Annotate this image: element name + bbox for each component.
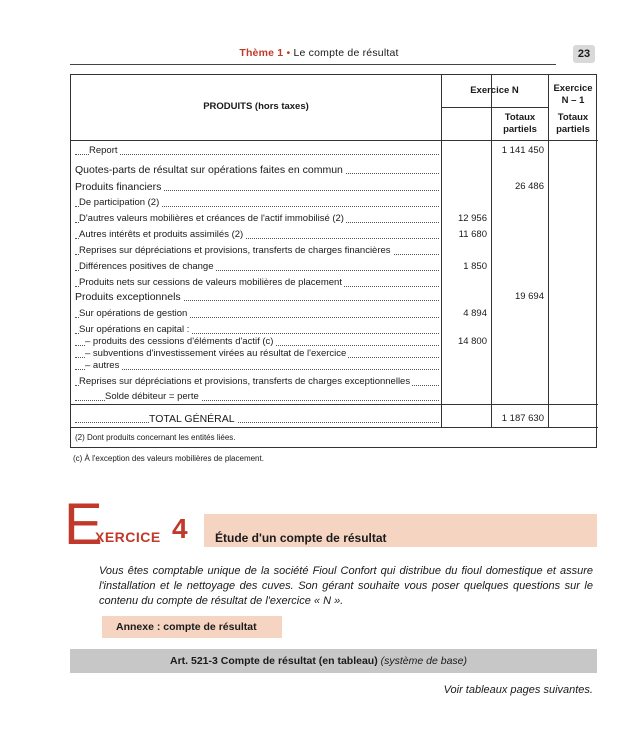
table-row <box>75 229 439 241</box>
row-value-total: 1 187 630 <box>501 413 544 424</box>
header-exercice-n: Exercice N <box>470 85 519 96</box>
row-value-n: 14 800 <box>457 336 487 347</box>
table-row <box>75 324 439 336</box>
row-label: De participation (2) <box>79 197 160 208</box>
row-value-n: 4 894 <box>463 308 487 319</box>
article-title <box>170 649 467 673</box>
row-label: – produits des cessions d'éléments d'actif (c) <box>85 336 274 347</box>
annexe-label: Annexe : compte de résultat <box>102 616 282 638</box>
exercise-word: XERCICE <box>95 529 161 545</box>
income-statement-table <box>70 74 597 448</box>
page-header <box>0 47 638 59</box>
row-label: Autres intérêts et produits assimilés (2) <box>79 229 244 240</box>
table-row <box>75 348 439 360</box>
table-row <box>75 213 439 225</box>
row-label: – autres <box>85 360 120 371</box>
table-row <box>75 308 439 320</box>
article-label: Art. 521-3 Compte de résultat (en tableau) <box>170 655 378 667</box>
article-suffix: (système de base) <box>380 655 468 667</box>
row-divider <box>71 140 598 141</box>
exercise-number: 4 <box>172 513 188 544</box>
row-value-n: 1 850 <box>463 261 487 272</box>
table-row <box>75 376 439 388</box>
table-row <box>75 336 439 348</box>
header-rule <box>70 64 556 65</box>
header-products: PRODUITS (hors taxes) <box>203 101 309 112</box>
table-row <box>75 277 439 289</box>
header-totaux-partiels-n1: Totaux partiels <box>556 112 590 135</box>
row-value-total: 1 141 450 <box>501 145 544 156</box>
header-theme: Thème 1 <box>239 47 284 59</box>
footnote-2: (2) Dont produits concernant les entités liées. <box>75 433 236 442</box>
row-divider <box>441 107 548 108</box>
row-label: Reprises sur dépréciations et provisions, transferts de charges exceptionnelles <box>79 376 411 387</box>
header-bullet: • <box>286 47 291 59</box>
table-row <box>75 245 439 257</box>
leader-dots <box>75 413 439 423</box>
col-divider <box>441 75 442 427</box>
row-label: Produits nets sur cessions de valeurs mobilières de placement <box>79 277 342 288</box>
header-exercice-n1: Exercice N – 1 <box>553 83 593 106</box>
row-divider <box>71 427 598 428</box>
row-label: Différences positives de change <box>79 261 214 272</box>
table-row <box>75 291 439 303</box>
row-label: TOTAL GÉNÉRAL <box>149 413 235 425</box>
row-label: Solde débiteur = perte <box>105 391 199 402</box>
row-label: Quotes-parts de résultat sur opérations faites en commun <box>75 164 343 176</box>
footer-note: Voir tableaux pages suivantes. <box>443 684 593 696</box>
exercise-big-letter: E <box>64 492 103 557</box>
row-divider <box>71 404 598 405</box>
row-value-n: 12 956 <box>457 213 487 224</box>
table-row <box>75 261 439 273</box>
row-label: – subventions d'investissement virées au résultat de l'exercice <box>85 348 347 359</box>
row-value-n: 11 680 <box>458 229 487 240</box>
exercise-title: Étude d'un compte de résultat <box>215 531 387 545</box>
header-title: Le compte de résultat <box>293 47 399 59</box>
row-label: D'autres valeurs mobilières et créances de l'actif immobilisé (2) <box>79 213 344 224</box>
footnote-c: (c) À l'exception des valeurs mobilières de placement. <box>73 454 264 463</box>
header-totaux-partiels: Totaux partiels <box>503 112 537 135</box>
row-label: Reprises sur dépréciations et provisions, transferts de charges financières <box>79 245 391 256</box>
table-row <box>75 164 439 176</box>
table-row <box>75 145 439 157</box>
row-label: Sur opérations de gestion <box>79 308 188 319</box>
row-label: Sur opérations en capital : <box>79 324 190 335</box>
exercise-intro: Vous êtes comptable unique de la société Fioul Confort qui distribue du fioul domestique et assure l'installation et le nettoyage des cuves. Son gérant souhaite vous poser quelques questions sur le contenu du compte de résultat de l'exercice « N ». <box>99 565 593 607</box>
table-row <box>75 181 439 193</box>
table-row <box>75 360 439 372</box>
table-row <box>75 197 439 209</box>
leader-dots <box>75 360 439 370</box>
table-row <box>75 413 439 425</box>
leader-dots <box>75 145 439 155</box>
row-label: Produits financiers <box>75 181 162 193</box>
row-value-total: 26 486 <box>514 181 544 192</box>
page-number: 23 <box>573 45 595 63</box>
row-label: Report <box>89 145 118 156</box>
row-value-total: 19 694 <box>514 291 544 302</box>
table-row <box>75 391 439 403</box>
row-label: Produits exceptionnels <box>75 291 181 303</box>
